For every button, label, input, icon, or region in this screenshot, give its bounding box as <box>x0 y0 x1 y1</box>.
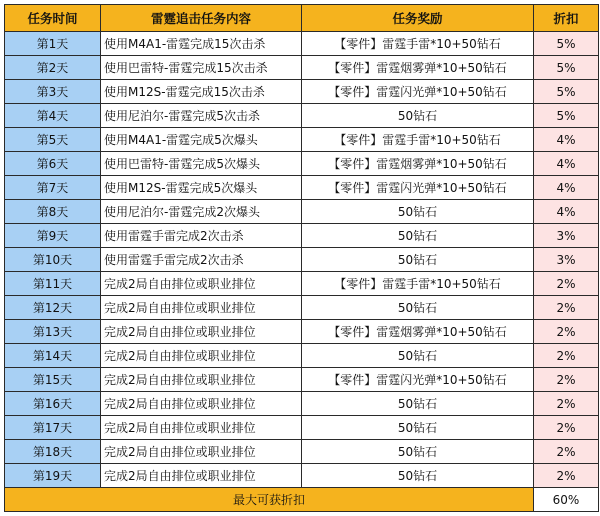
day-cell: 第16天 <box>5 392 101 416</box>
day-cell: 第2天 <box>5 56 101 80</box>
content-cell: 完成2局自由排位或职业排位 <box>101 416 302 440</box>
discount-cell: 5% <box>534 32 599 56</box>
table-row <box>5 152 599 176</box>
table-row <box>5 272 599 296</box>
reward-cell: 50钻石 <box>302 104 534 128</box>
reward-cell: 50钻石 <box>302 296 534 320</box>
day-cell: 第3天 <box>5 80 101 104</box>
discount-cell: 2% <box>534 320 599 344</box>
table-row <box>5 464 599 488</box>
day-cell: 第9天 <box>5 224 101 248</box>
table-row <box>5 416 599 440</box>
reward-cell: 【零件】雷霆闪光弹*10+50钻石 <box>302 368 534 392</box>
discount-cell: 4% <box>534 152 599 176</box>
discount-cell: 4% <box>534 176 599 200</box>
table-row <box>5 80 599 104</box>
table-header-row <box>5 5 599 32</box>
table-row <box>5 32 599 56</box>
content-cell: 完成2局自由排位或职业排位 <box>101 464 302 488</box>
header-reward: 任务奖励 <box>302 5 534 32</box>
content-cell: 完成2局自由排位或职业排位 <box>101 296 302 320</box>
reward-cell: 50钻石 <box>302 464 534 488</box>
total-row <box>5 488 599 512</box>
reward-cell: 【零件】雷霆闪光弹*10+50钻石 <box>302 176 534 200</box>
content-cell: 完成2局自由排位或职业排位 <box>101 320 302 344</box>
day-cell: 第15天 <box>5 368 101 392</box>
reward-cell: 【零件】雷霆手雷*10+50钻石 <box>302 32 534 56</box>
day-cell: 第1天 <box>5 32 101 56</box>
content-cell: 完成2局自由排位或职业排位 <box>101 392 302 416</box>
content-cell: 使用雷霆手雷完成2次击杀 <box>101 224 302 248</box>
task-table <box>4 4 599 512</box>
discount-cell: 2% <box>534 296 599 320</box>
discount-cell: 4% <box>534 128 599 152</box>
day-cell: 第13天 <box>5 320 101 344</box>
content-cell: 使用M12S-雷霆完成15次击杀 <box>101 80 302 104</box>
discount-cell: 5% <box>534 56 599 80</box>
discount-cell: 2% <box>534 368 599 392</box>
table-row <box>5 320 599 344</box>
day-cell: 第18天 <box>5 440 101 464</box>
reward-cell: 【零件】雷霆闪光弹*10+50钻石 <box>302 80 534 104</box>
content-cell: 完成2局自由排位或职业排位 <box>101 368 302 392</box>
header-day: 任务时间 <box>5 5 101 32</box>
reward-cell: 50钻石 <box>302 224 534 248</box>
reward-cell: 【零件】雷霆烟雾弹*10+50钻石 <box>302 320 534 344</box>
header-content: 雷霆追击任务内容 <box>101 5 302 32</box>
content-cell: 使用雷霆手雷完成2次击杀 <box>101 248 302 272</box>
table-row <box>5 176 599 200</box>
reward-cell: 【零件】雷霆手雷*10+50钻石 <box>302 128 534 152</box>
day-cell: 第7天 <box>5 176 101 200</box>
table-row <box>5 344 599 368</box>
task-table-container <box>4 4 599 512</box>
table-row <box>5 200 599 224</box>
day-cell: 第12天 <box>5 296 101 320</box>
table-row <box>5 128 599 152</box>
reward-cell: 50钻石 <box>302 440 534 464</box>
discount-cell: 2% <box>534 272 599 296</box>
table-row <box>5 368 599 392</box>
content-cell: 使用尼泊尔-雷霆完成2次爆头 <box>101 200 302 224</box>
discount-cell: 3% <box>534 248 599 272</box>
content-cell: 完成2局自由排位或职业排位 <box>101 440 302 464</box>
content-cell: 使用M4A1-雷霆完成5次爆头 <box>101 128 302 152</box>
table-row <box>5 440 599 464</box>
day-cell: 第5天 <box>5 128 101 152</box>
discount-cell: 5% <box>534 104 599 128</box>
table-row <box>5 296 599 320</box>
day-cell: 第14天 <box>5 344 101 368</box>
reward-cell: 【零件】雷霆烟雾弹*10+50钻石 <box>302 152 534 176</box>
table-row <box>5 56 599 80</box>
discount-cell: 2% <box>534 440 599 464</box>
header-discount: 折扣 <box>534 5 599 32</box>
table-row <box>5 392 599 416</box>
discount-cell: 2% <box>534 464 599 488</box>
day-cell: 第11天 <box>5 272 101 296</box>
reward-cell: 【零件】雷霆手雷*10+50钻石 <box>302 272 534 296</box>
table-body <box>5 32 599 488</box>
reward-cell: 50钻石 <box>302 416 534 440</box>
reward-cell: 50钻石 <box>302 392 534 416</box>
reward-cell: 【零件】雷霆烟雾弹*10+50钻石 <box>302 56 534 80</box>
reward-cell: 50钻石 <box>302 344 534 368</box>
content-cell: 完成2局自由排位或职业排位 <box>101 272 302 296</box>
day-cell: 第8天 <box>5 200 101 224</box>
content-cell: 使用M12S-雷霆完成5次爆头 <box>101 176 302 200</box>
discount-cell: 4% <box>534 200 599 224</box>
content-cell: 使用巴雷特-雷霆完成15次击杀 <box>101 56 302 80</box>
content-cell: 完成2局自由排位或职业排位 <box>101 344 302 368</box>
content-cell: 使用M4A1-雷霆完成15次击杀 <box>101 32 302 56</box>
discount-cell: 5% <box>534 80 599 104</box>
table-row <box>5 224 599 248</box>
discount-cell: 3% <box>534 224 599 248</box>
day-cell: 第19天 <box>5 464 101 488</box>
day-cell: 第10天 <box>5 248 101 272</box>
discount-cell: 2% <box>534 416 599 440</box>
total-discount: 60% <box>534 488 599 512</box>
reward-cell: 50钻石 <box>302 200 534 224</box>
content-cell: 使用尼泊尔-雷霆完成5次击杀 <box>101 104 302 128</box>
table-row <box>5 248 599 272</box>
content-cell: 使用巴雷特-雷霆完成5次爆头 <box>101 152 302 176</box>
day-cell: 第17天 <box>5 416 101 440</box>
day-cell: 第4天 <box>5 104 101 128</box>
reward-cell: 50钻石 <box>302 248 534 272</box>
table-row <box>5 104 599 128</box>
total-label: 最大可获折扣 <box>5 488 534 512</box>
discount-cell: 2% <box>534 344 599 368</box>
discount-cell: 2% <box>534 392 599 416</box>
day-cell: 第6天 <box>5 152 101 176</box>
